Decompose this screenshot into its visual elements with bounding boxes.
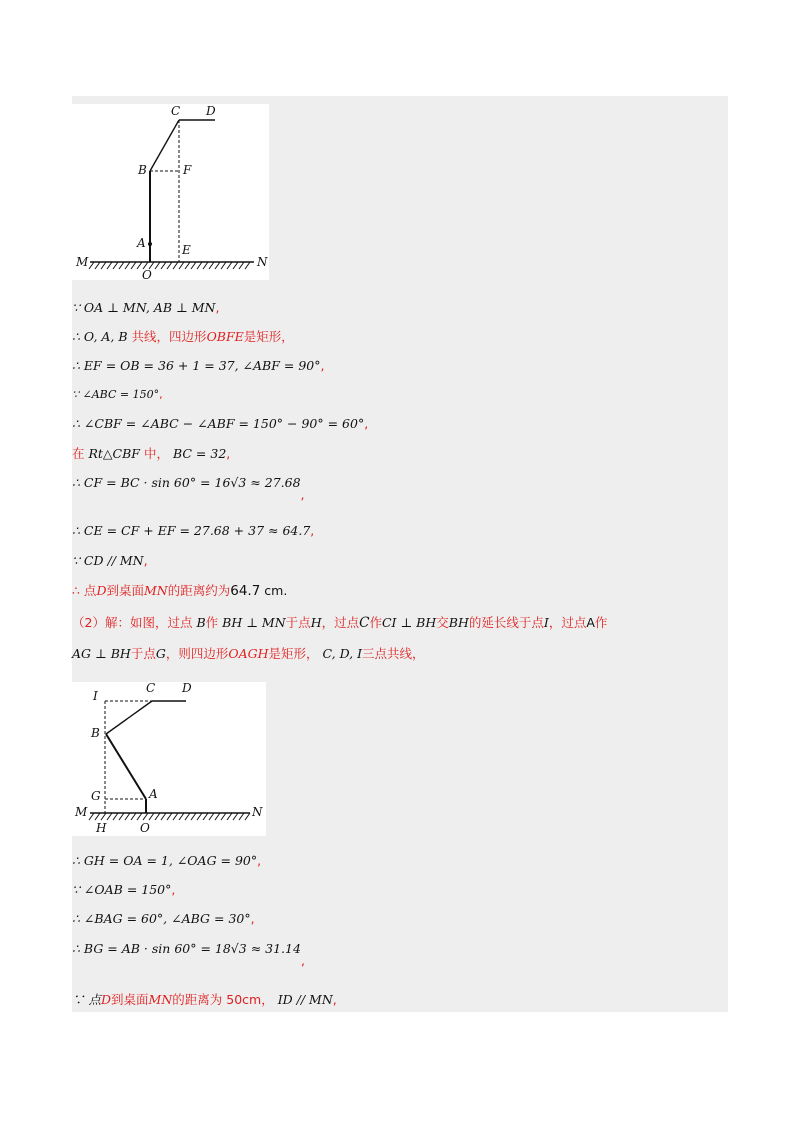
- line-16: ∴ BG = AB · sin 60° = 18√3 ≈ 31.14,: [72, 941, 305, 968]
- fig1-point-a: [148, 242, 152, 246]
- fig2-label-n: N: [252, 805, 263, 819]
- line-2: ∴ O, A, B 共线，四边形OBFE是矩形，: [72, 329, 294, 344]
- figure-2: [72, 682, 266, 836]
- fig1-label-d: D: [206, 104, 216, 118]
- fig1-line-bc: [150, 120, 179, 171]
- line-5: ∴ ∠CBF = ∠ABC − ∠ABF = 150° − 90° = 60°,: [72, 416, 369, 431]
- fig1-label-o: O: [142, 268, 152, 280]
- line-3: ∴ EF = OB = 36 + 1 = 37, ∠ABF = 90°,: [72, 358, 325, 373]
- fig2-label-m: M: [75, 805, 88, 819]
- fig2-label-h: H: [96, 821, 107, 835]
- fig2-label-b: B: [91, 726, 100, 740]
- figure-1: [72, 104, 269, 280]
- figure-1-svg: [72, 104, 269, 280]
- line-11: （2）解：如图，过点 B作 BH ⊥ MN于点H，过点C作CI ⊥ BH交BH的延长线于点I，过点A作: [72, 615, 608, 631]
- line-17: ∵ 点D到桌面MN的距离为 50cm， ID // MN,: [72, 992, 337, 1007]
- fig2-label-g: G: [91, 789, 101, 803]
- figure-2-svg: [72, 682, 266, 836]
- solution-content: [72, 96, 728, 1012]
- fig2-label-c: C: [146, 682, 156, 695]
- fig2-label-a: A: [149, 787, 158, 801]
- line-4: ∵ ∠ABC = 150°,: [72, 388, 163, 401]
- line-14: ∵ ∠OAB = 150°,: [72, 882, 176, 897]
- line-12: AG ⊥ BH于点G，则四边形OAGH是矩形， C, D, I三点共线，: [72, 646, 425, 661]
- fig1-label-a: A: [137, 236, 146, 250]
- fig2-line-ba: [106, 734, 146, 799]
- fig1-label-e: E: [182, 243, 191, 257]
- line-6: 在 Rt△CBF 中， BC = 32,: [72, 446, 231, 461]
- fig1-label-f: F: [183, 163, 192, 177]
- line-13: ∴ GH = OA = 1, ∠OAG = 90°,: [72, 853, 262, 868]
- fig1-label-c: C: [171, 104, 181, 118]
- line-7: ∴ CF = BC · sin 60° = 16√3 ≈ 27.68,: [72, 475, 305, 502]
- line-8: ∴ CE = CF + EF = 27.68 + 37 ≈ 64.7,: [72, 523, 315, 538]
- fig1-label-n: N: [257, 255, 268, 269]
- line-9: ∵ CD // MN,: [72, 553, 148, 568]
- fig1-label-m: M: [76, 255, 89, 269]
- fig1-ground-hatch: [89, 262, 250, 269]
- fig2-label-o: O: [140, 821, 150, 835]
- line-1: ∵ OA ⊥ MN, AB ⊥ MN,: [72, 300, 220, 315]
- fig1-label-b: B: [138, 163, 147, 177]
- fig2-line-bc: [106, 701, 152, 734]
- line-15: ∴ ∠BAG = 60°, ∠ABG = 30°,: [72, 911, 255, 926]
- fig2-label-d: D: [182, 682, 192, 695]
- line-10: ∴ 点D到桌面MN的距离约为64.7 cm.: [72, 583, 288, 599]
- fig2-label-i: I: [93, 689, 98, 703]
- fig2-ground-hatch: [89, 813, 250, 820]
